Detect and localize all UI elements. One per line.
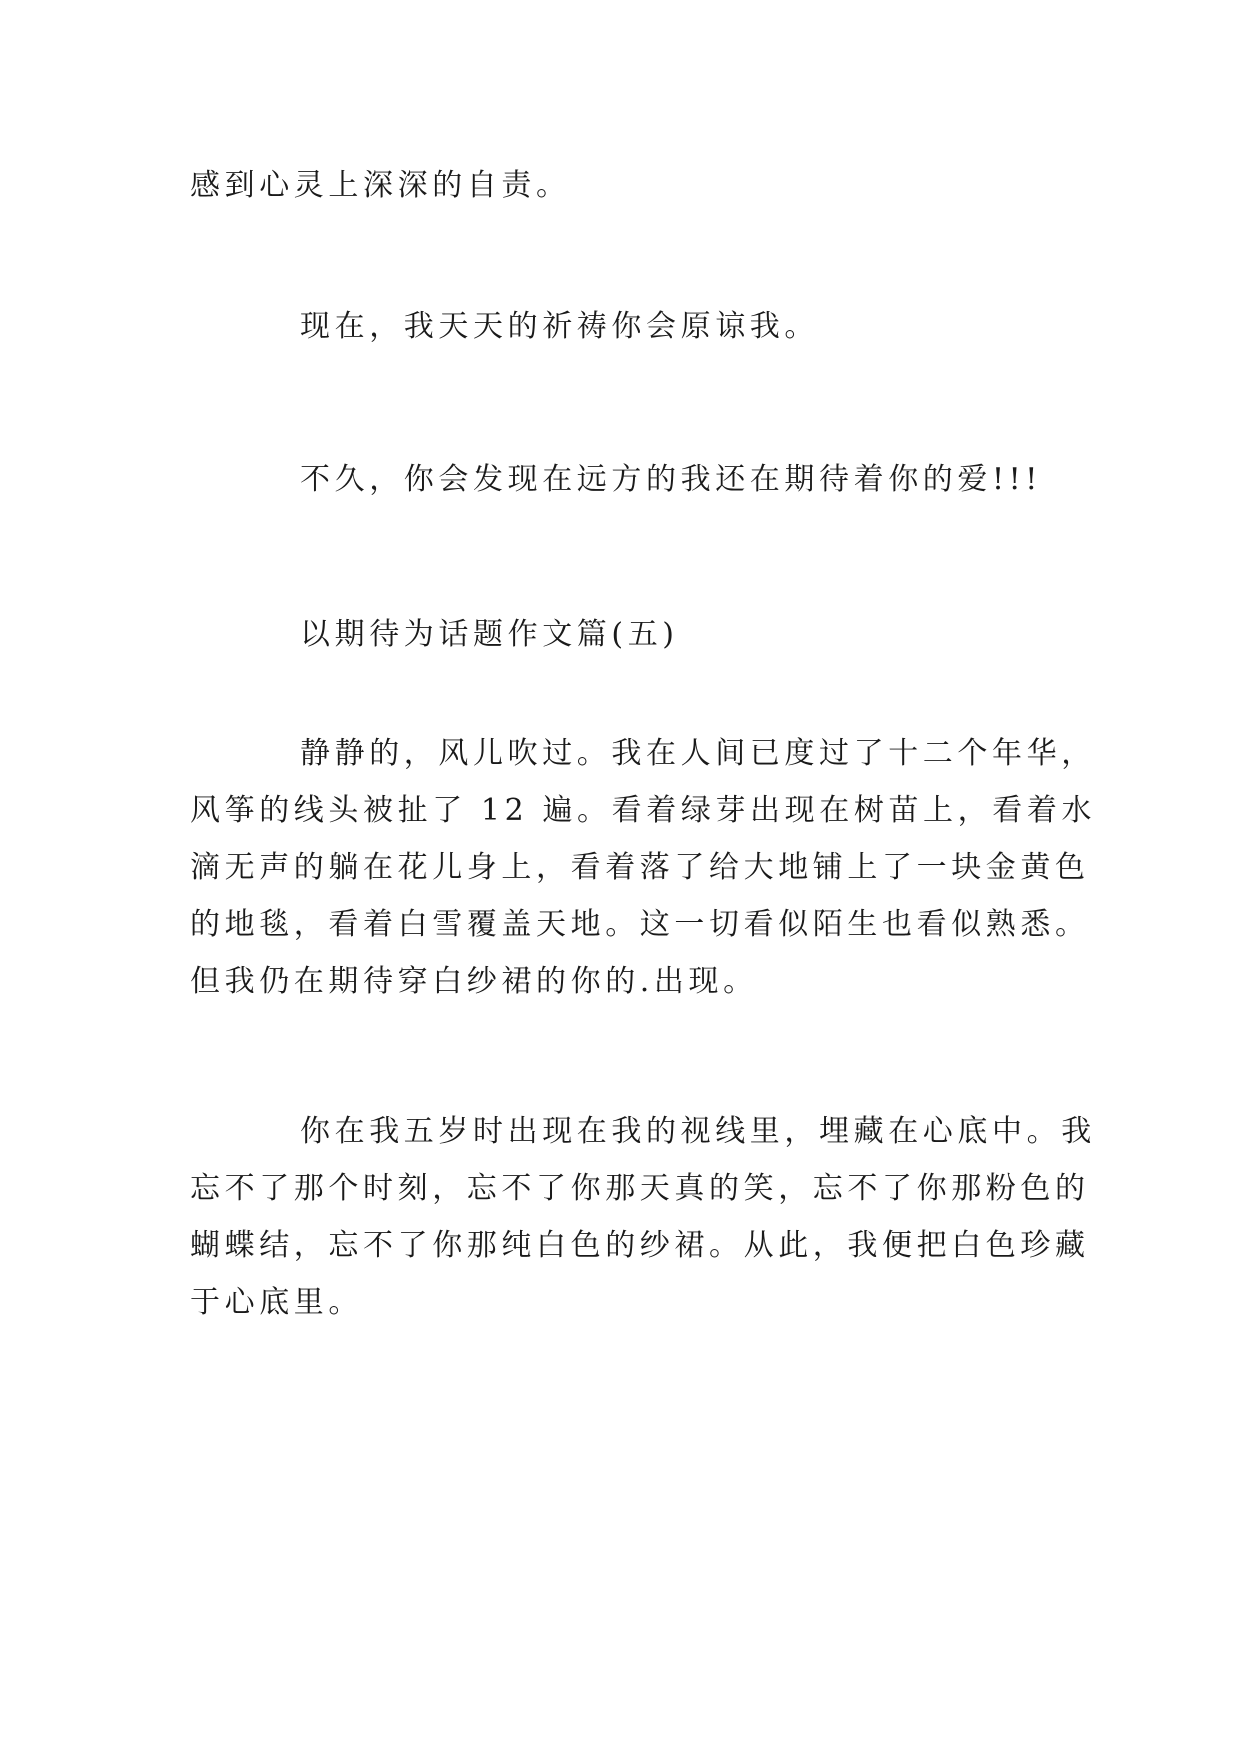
paragraph-prayer: 现在，我天天的祈祷你会原谅我。: [300, 309, 819, 344]
text-line: 静静的，风儿吹过。我在人间已度过了十二个年华，: [300, 736, 1096, 771]
text-line: 但我仍在期待穿白纱裙的你的.出现。: [190, 964, 758, 999]
text-line: 风筝的线头被扯了 12 遍。看着绿芽出现在树苗上，看着水: [190, 793, 1097, 828]
text-line: 于心底里。: [190, 1285, 363, 1320]
paragraph-continuation: 感到心灵上深深的自责。: [190, 168, 571, 203]
text-line: 你在我五岁时出现在我的视线里，埋藏在心底中。我: [300, 1114, 1096, 1149]
text-line: 蝴蝶结，忘不了你那纯白色的纱裙。从此，我便把白色珍藏: [190, 1228, 1090, 1263]
text-line: 的地毯，看着白雪覆盖天地。这一切看似陌生也看似熟悉。: [190, 907, 1090, 942]
text-line: 滴无声的躺在花儿身上，看着落了给大地铺上了一块金黄色: [190, 850, 1090, 885]
text-line: 忘不了那个时刻，忘不了你那天真的笑，忘不了你那粉色的: [190, 1171, 1090, 1206]
paragraph-expectation: 不久，你会发现在远方的我还在期待着你的爱!!!: [300, 462, 1042, 497]
section-heading: 以期待为话题作文篇(五): [300, 617, 679, 652]
